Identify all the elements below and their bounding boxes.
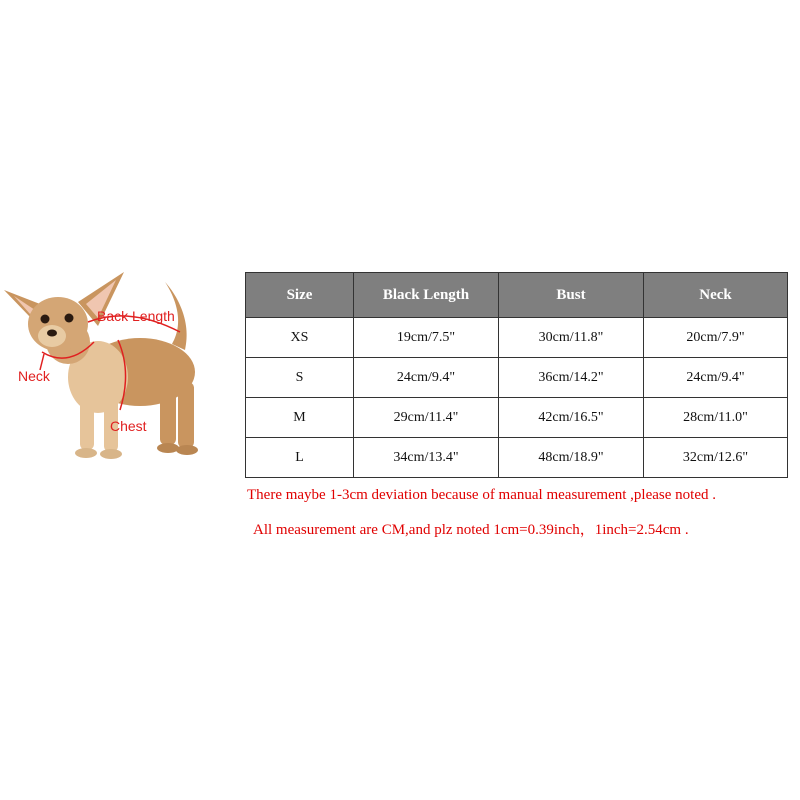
neck-label: Neck [18,368,50,384]
size-chart-table [245,272,788,478]
cell-neck: 20cm/7.9" [644,318,788,358]
cell-bust: 42cm/16.5" [499,398,644,438]
header-bust: Bust [499,273,644,318]
cell-bust: 30cm/11.8" [499,318,644,358]
table-row [246,318,788,358]
back-length-label: Back Length [97,308,175,324]
conversion-note: All measurement are CM,and plz noted 1cm=0.39inch，1inch=2.54cm . [253,522,689,538]
table-header-row [246,273,788,318]
dog-measurement-figure [0,262,240,472]
cell-black-length: 34cm/13.4" [354,438,499,478]
cell-black-length: 29cm/11.4" [354,398,499,438]
table-row [246,398,788,438]
cell-neck: 32cm/12.6" [644,438,788,478]
deviation-note: There maybe 1-3cm deviation because of manual measurement ,please noted . [247,487,716,503]
cell-neck: 24cm/9.4" [644,358,788,398]
table-row [246,358,788,398]
cell-size: S [246,358,354,398]
table-row [246,438,788,478]
cell-size: XS [246,318,354,358]
dog-illustration [0,262,240,472]
header-black-length: Black Length [354,273,499,318]
cell-black-length: 19cm/7.5" [354,318,499,358]
cell-size: L [246,438,354,478]
chest-label: Chest [110,418,147,434]
header-neck: Neck [644,273,788,318]
cell-size: M [246,398,354,438]
cell-black-length: 24cm/9.4" [354,358,499,398]
header-size: Size [246,273,354,318]
cell-neck: 28cm/11.0" [644,398,788,438]
cell-bust: 48cm/18.9" [499,438,644,478]
cell-bust: 36cm/14.2" [499,358,644,398]
